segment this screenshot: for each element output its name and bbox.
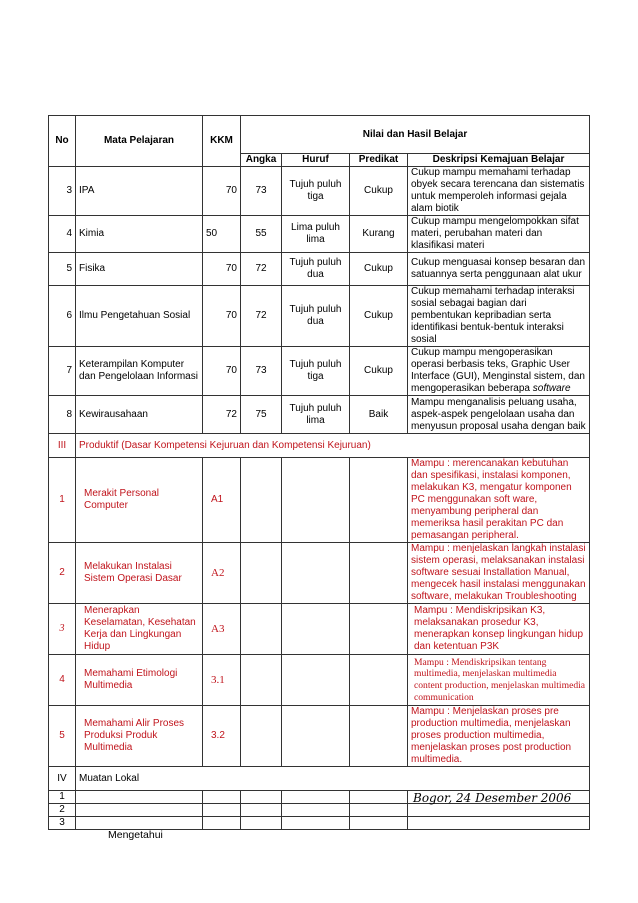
section-iii-no: III bbox=[49, 434, 76, 458]
local-no: 3 bbox=[49, 817, 76, 830]
productive-row-2 bbox=[49, 543, 590, 604]
productive-angka bbox=[241, 706, 282, 767]
subject-kkm: 70 bbox=[203, 347, 241, 396]
subject-row-kkpi bbox=[49, 347, 590, 396]
header-no: No bbox=[49, 116, 76, 167]
subject-predikat: Cukup bbox=[350, 167, 408, 216]
productive-kkm: A3 bbox=[203, 604, 241, 655]
subject-predikat: Kurang bbox=[350, 216, 408, 253]
section-iii-row bbox=[49, 434, 590, 458]
productive-name: Melakukan Instalasi Sistem Operasi Dasar bbox=[76, 543, 203, 604]
subject-no: 6 bbox=[49, 286, 76, 347]
productive-no: 4 bbox=[49, 655, 76, 706]
local-row-3 bbox=[49, 817, 590, 830]
subject-name: Kewirausahaan bbox=[76, 396, 203, 434]
subject-kkm: 70 bbox=[203, 167, 241, 216]
productive-predikat bbox=[350, 706, 408, 767]
productive-kkm: A1 bbox=[203, 458, 241, 543]
productive-predikat bbox=[350, 604, 408, 655]
subject-row-fisika bbox=[49, 253, 590, 286]
mengetahui-label: Mengetahui bbox=[108, 829, 163, 841]
subject-angka: 72 bbox=[241, 253, 282, 286]
productive-deskripsi: Mampu : Mendiskripsikan K3, melaksanakan prosedur K3, menerapkan konsep lingkungan hidup dan ketentuan P3K bbox=[408, 604, 590, 655]
subject-huruf: Tujuh puluh dua bbox=[282, 253, 350, 286]
productive-row-4 bbox=[49, 655, 590, 706]
subject-row-kewirausahaan bbox=[49, 396, 590, 434]
subject-name: Kimia bbox=[76, 216, 203, 253]
subject-deskripsi: Cukup mampu mengelompokkan sifat materi, perubahan materi dan klasifikasi materi bbox=[408, 216, 590, 253]
productive-name: Memahami Alir Proses Produksi Produk Multimedia bbox=[76, 706, 203, 767]
productive-predikat bbox=[350, 543, 408, 604]
productive-deskripsi: Mampu : merencanakan kebutuhan dan spesifikasi, instalasi komponen, melakukan K3, mengatur komponen PC menggunakan soft ware, menyambung peripheral dan memeriksa hasil perakitan PC dan pemasangan peripheral. bbox=[408, 458, 590, 543]
productive-row-3 bbox=[49, 604, 590, 655]
subject-angka: 55 bbox=[241, 216, 282, 253]
subject-angka: 73 bbox=[241, 167, 282, 216]
subject-no: 4 bbox=[49, 216, 76, 253]
section-iv-no: IV bbox=[49, 767, 76, 791]
local-no: 1 bbox=[49, 791, 76, 804]
productive-angka bbox=[241, 655, 282, 706]
local-no: 2 bbox=[49, 804, 76, 817]
subject-name: Fisika bbox=[76, 253, 203, 286]
header-nilai-group: Nilai dan Hasil Belajar bbox=[241, 116, 590, 154]
report-table bbox=[48, 115, 590, 830]
subject-no: 5 bbox=[49, 253, 76, 286]
productive-no: 5 bbox=[49, 706, 76, 767]
subject-name: Ilmu Pengetahuan Sosial bbox=[76, 286, 203, 347]
productive-predikat bbox=[350, 458, 408, 543]
section-iv-title: Muatan Lokal bbox=[76, 767, 590, 791]
subject-name: IPA bbox=[76, 167, 203, 216]
subject-kkm: 70 bbox=[203, 286, 241, 347]
productive-name: Merakit Personal Computer bbox=[76, 458, 203, 543]
subject-huruf: Tujuh puluh lima bbox=[282, 396, 350, 434]
subject-no: 7 bbox=[49, 347, 76, 396]
subject-no: 8 bbox=[49, 396, 76, 434]
productive-no: 2 bbox=[49, 543, 76, 604]
subject-predikat: Cukup bbox=[350, 286, 408, 347]
productive-predikat bbox=[350, 655, 408, 706]
productive-name: Memahami Etimologi Multimedia bbox=[76, 655, 203, 706]
subject-row-ipa bbox=[49, 167, 590, 216]
subject-huruf: Tujuh puluh dua bbox=[282, 286, 350, 347]
header-mata-pelajaran: Mata Pelajaran bbox=[76, 116, 203, 167]
productive-kkm: 3.1 bbox=[203, 655, 241, 706]
productive-huruf bbox=[282, 458, 350, 543]
subject-huruf: Tujuh puluh tiga bbox=[282, 347, 350, 396]
subject-row-ips bbox=[49, 286, 590, 347]
subject-angka: 73 bbox=[241, 347, 282, 396]
subject-row-kimia bbox=[49, 216, 590, 253]
place-date: Bogor, 24 Desember 2006 bbox=[413, 791, 572, 805]
subject-kkm: 70 bbox=[203, 253, 241, 286]
section-iv-row bbox=[49, 767, 590, 791]
subject-deskripsi: Cukup memahami terhadap interaksi sosial sebagai bagian dari pembentukan kepribadian serta identifikasi bentuk-bentuk interaksi sosial bbox=[408, 286, 590, 347]
productive-kkm: 3.2 bbox=[203, 706, 241, 767]
local-row-2 bbox=[49, 804, 590, 817]
productive-no: 1 bbox=[49, 458, 76, 543]
productive-huruf bbox=[282, 655, 350, 706]
subject-no: 3 bbox=[49, 167, 76, 216]
subject-deskripsi: Mampu menganalisis peluang usaha, aspek-aspek pengelolaan usaha dan menyusun proposal usaha dengan baik bbox=[408, 396, 590, 434]
productive-huruf bbox=[282, 543, 350, 604]
header-predikat: Predikat bbox=[350, 154, 408, 167]
section-iii-title: Produktif (Dasar Kompetensi Kejuruan dan Kompetensi Kejuruan) bbox=[76, 434, 590, 458]
header-angka: Angka bbox=[241, 154, 282, 167]
deskripsi-text: Cukup mampu mengoperasikan operasi berbasis teks, Graphic User Interface (GUI), Menginstal sistem, dan mengoperasikan beberapa bbox=[411, 347, 585, 394]
subject-name: Keterampilan Komputer dan Pengelolaan Informasi bbox=[76, 347, 203, 396]
productive-deskripsi: Mampu : menjelaskan langkah instalasi sistem operasi, melaksanakan instalasi software sesuai Installation Manual, mengecek hasil instalasi menggunakan software, melakukan Troubleshooting bbox=[408, 543, 590, 604]
productive-huruf bbox=[282, 706, 350, 767]
header-deskripsi: Deskripsi Kemajuan Belajar bbox=[408, 154, 590, 167]
subject-huruf: Tujuh puluh tiga bbox=[282, 167, 350, 216]
productive-row-5 bbox=[49, 706, 590, 767]
header-kkm: KKM bbox=[203, 116, 241, 167]
productive-deskripsi: Mampu : Menjelaskan proses pre production multimedia, menjelaskan proses production multimedia, menjelaskan proses post production multimedia. bbox=[408, 706, 590, 767]
subject-deskripsi bbox=[408, 347, 590, 396]
deskripsi-italic: software bbox=[532, 383, 571, 394]
productive-angka bbox=[241, 604, 282, 655]
productive-deskripsi: Mampu : Mendiskripsikan tentang multimedia, menjelaskan multimedia content production, menjelaskan multimedia communication bbox=[408, 655, 590, 706]
subject-predikat: Cukup bbox=[350, 253, 408, 286]
subject-deskripsi: Cukup mampu memahami terhadap obyek secara terencana dan sistematis untuk memperoleh informasi gejala alam biotik bbox=[408, 167, 590, 216]
subject-angka: 72 bbox=[241, 286, 282, 347]
subject-deskripsi: Cukup menguasai konsep besaran dan satuannya serta penggunaan alat ukur bbox=[408, 253, 590, 286]
subject-angka: 75 bbox=[241, 396, 282, 434]
subject-kkm: 50 bbox=[203, 216, 241, 253]
subject-predikat: Baik bbox=[350, 396, 408, 434]
subject-huruf: Lima puluh lima bbox=[282, 216, 350, 253]
productive-no: 3 bbox=[49, 604, 76, 655]
header-row-1 bbox=[49, 116, 590, 154]
productive-kkm: A2 bbox=[203, 543, 241, 604]
productive-angka bbox=[241, 543, 282, 604]
productive-huruf bbox=[282, 604, 350, 655]
header-huruf: Huruf bbox=[282, 154, 350, 167]
subject-predikat: Cukup bbox=[350, 347, 408, 396]
productive-name: Menerapkan Keselamatan, Kesehatan Kerja dan Lingkungan Hidup bbox=[76, 604, 203, 655]
subject-kkm: 72 bbox=[203, 396, 241, 434]
productive-row-1 bbox=[49, 458, 590, 543]
productive-angka bbox=[241, 458, 282, 543]
